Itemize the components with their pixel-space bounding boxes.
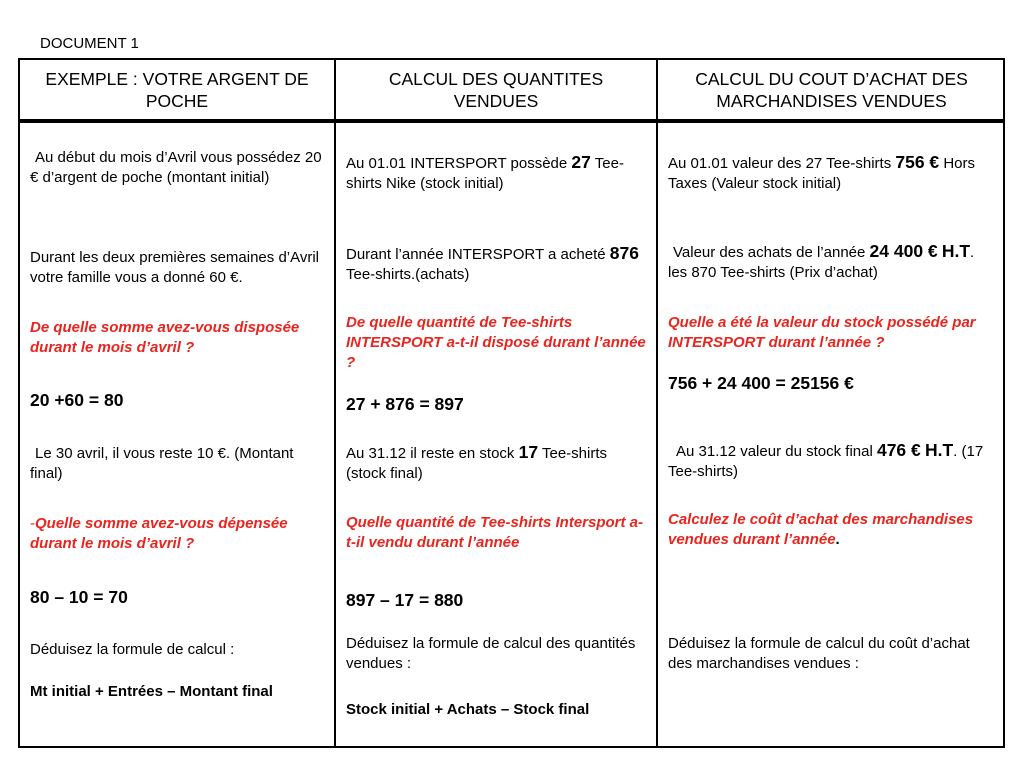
- col3-paragraph-3: [668, 440, 994, 482]
- col3-p3-text: Au 31.12 valeur du stock final: [676, 443, 877, 460]
- col2-answer-2: 897 – 17 = 880: [346, 590, 464, 610]
- col2-paragraph-1: [346, 152, 646, 194]
- col3-p3-text-end: . (17 Tee-shirts): [668, 443, 984, 480]
- col1-paragraph-3: Le 30 avril, il vous reste 10 €. (Montant final): [30, 445, 294, 482]
- col1-paragraph-4: Déduisez la formule de calcul :: [30, 641, 235, 658]
- col1-question-1: De quelle somme avez-vous disposée durant le mois d’avril ?: [30, 319, 300, 356]
- col3-question-1: Quelle a été la valeur du stock possédé par INTERSPORT durant l’année ?: [668, 314, 976, 351]
- col3-p2-number: 24 400 €: [869, 241, 938, 261]
- col2-question-1: De quelle quantité de Tee-shirts INTERSPORT a-t-il disposé durant l’année ?: [346, 314, 646, 371]
- col1-question-2-text: Quelle somme avez-vous dépensée durant le mois d’avril ?: [30, 515, 288, 552]
- header-quantities-text: CALCUL DES QUANTITES VENDUES: [388, 68, 604, 111]
- col3-p1-text: Au 01.01 valeur des 27 Tee-shirts: [668, 155, 896, 172]
- col3-p1-number: 756 €: [895, 152, 940, 172]
- col1-question-2-dash: -: [30, 515, 35, 532]
- col3-question-2: [668, 510, 994, 550]
- col2-p3-text: Au 31.12 il reste en stock: [346, 445, 519, 462]
- col2-p1-text-end: Tee-shirts Nike (stock initial): [346, 155, 624, 192]
- col2-paragraph-3: [346, 442, 646, 484]
- col3-p2-ht: H.T: [941, 241, 971, 261]
- col3-p3-ht: H.T: [924, 440, 954, 460]
- col3-paragraph-1: [668, 152, 994, 194]
- col3-p2-text: Valeur des achats de l’année: [673, 244, 870, 261]
- column-divider-1: [334, 60, 336, 746]
- column-divider-2: [656, 60, 658, 746]
- col3-question-2-end: .: [835, 531, 840, 548]
- col2-paragraph-2: [346, 243, 646, 285]
- col3-p1-text-end: Hors Taxes (Valeur stock initial): [668, 155, 975, 192]
- col2-p3-text-end: Tee-shirts (stock final): [346, 445, 607, 482]
- col2-p3-number: 17: [518, 442, 539, 462]
- column-purchase-cost: [668, 60, 994, 746]
- col2-question-2: Quelle quantité de Tee-shirts Intersport a-t-il vendu durant l’année: [346, 514, 643, 551]
- col2-p2-text: Durant l’année INTERSPORT a acheté: [346, 246, 610, 263]
- col3-p2-text-end: . les 870 Tee-shirts (Prix d’achat): [668, 244, 975, 281]
- column-pocket-money: [30, 60, 326, 746]
- col3-paragraph-4: Déduisez la formule de calcul du coût d’achat des marchandises vendues :: [668, 635, 970, 672]
- header-purchase-cost-text: CALCUL DU COUT D’ACHAT DES MARCHANDISES VENDUES: [695, 68, 968, 111]
- col1-question-2: [30, 514, 326, 554]
- header-pocket-money-text: EXEMPLE : VOTRE ARGENT DE POCHE: [45, 68, 309, 111]
- col3-question-2-text: Calculez le coût d’achat des marchandises vendues durant l’année: [668, 511, 974, 548]
- col1-paragraph-1: Au début du mois d’Avril vous possédez 20 € d’argent de poche (montant initial): [30, 149, 322, 186]
- col2-p2-number: 876: [609, 243, 639, 263]
- document-label: DOCUMENT 1: [40, 35, 139, 52]
- col1-answer-2: 80 – 10 = 70: [30, 587, 128, 607]
- col1-answer-1: 20 +60 = 80: [30, 390, 124, 410]
- col2-p2-text-end: Tee-shirts.(achats): [346, 266, 470, 283]
- col3-paragraph-2: [668, 241, 994, 283]
- col1-formula: Mt initial + Entrées – Montant final: [30, 683, 273, 700]
- col2-p1-number: 27: [571, 152, 591, 172]
- column-quantities: [346, 60, 646, 746]
- col2-formula: Stock initial + Achats – Stock final: [346, 701, 590, 718]
- col3-answer-1: 756 + 24 400 = 25156 €: [668, 373, 854, 393]
- col3-p3-number: 476 €: [876, 440, 921, 460]
- exercise-table: [18, 58, 1005, 748]
- col2-p1-text: Au 01.01 INTERSPORT possède: [346, 155, 572, 172]
- col2-paragraph-4: Déduisez la formule de calcul des quantités vendues :: [346, 635, 636, 672]
- col2-answer-1: 27 + 876 = 897: [346, 394, 464, 414]
- col1-paragraph-2: Durant les deux premières semaines d’Avril votre famille vous a donné 60 €.: [30, 249, 320, 286]
